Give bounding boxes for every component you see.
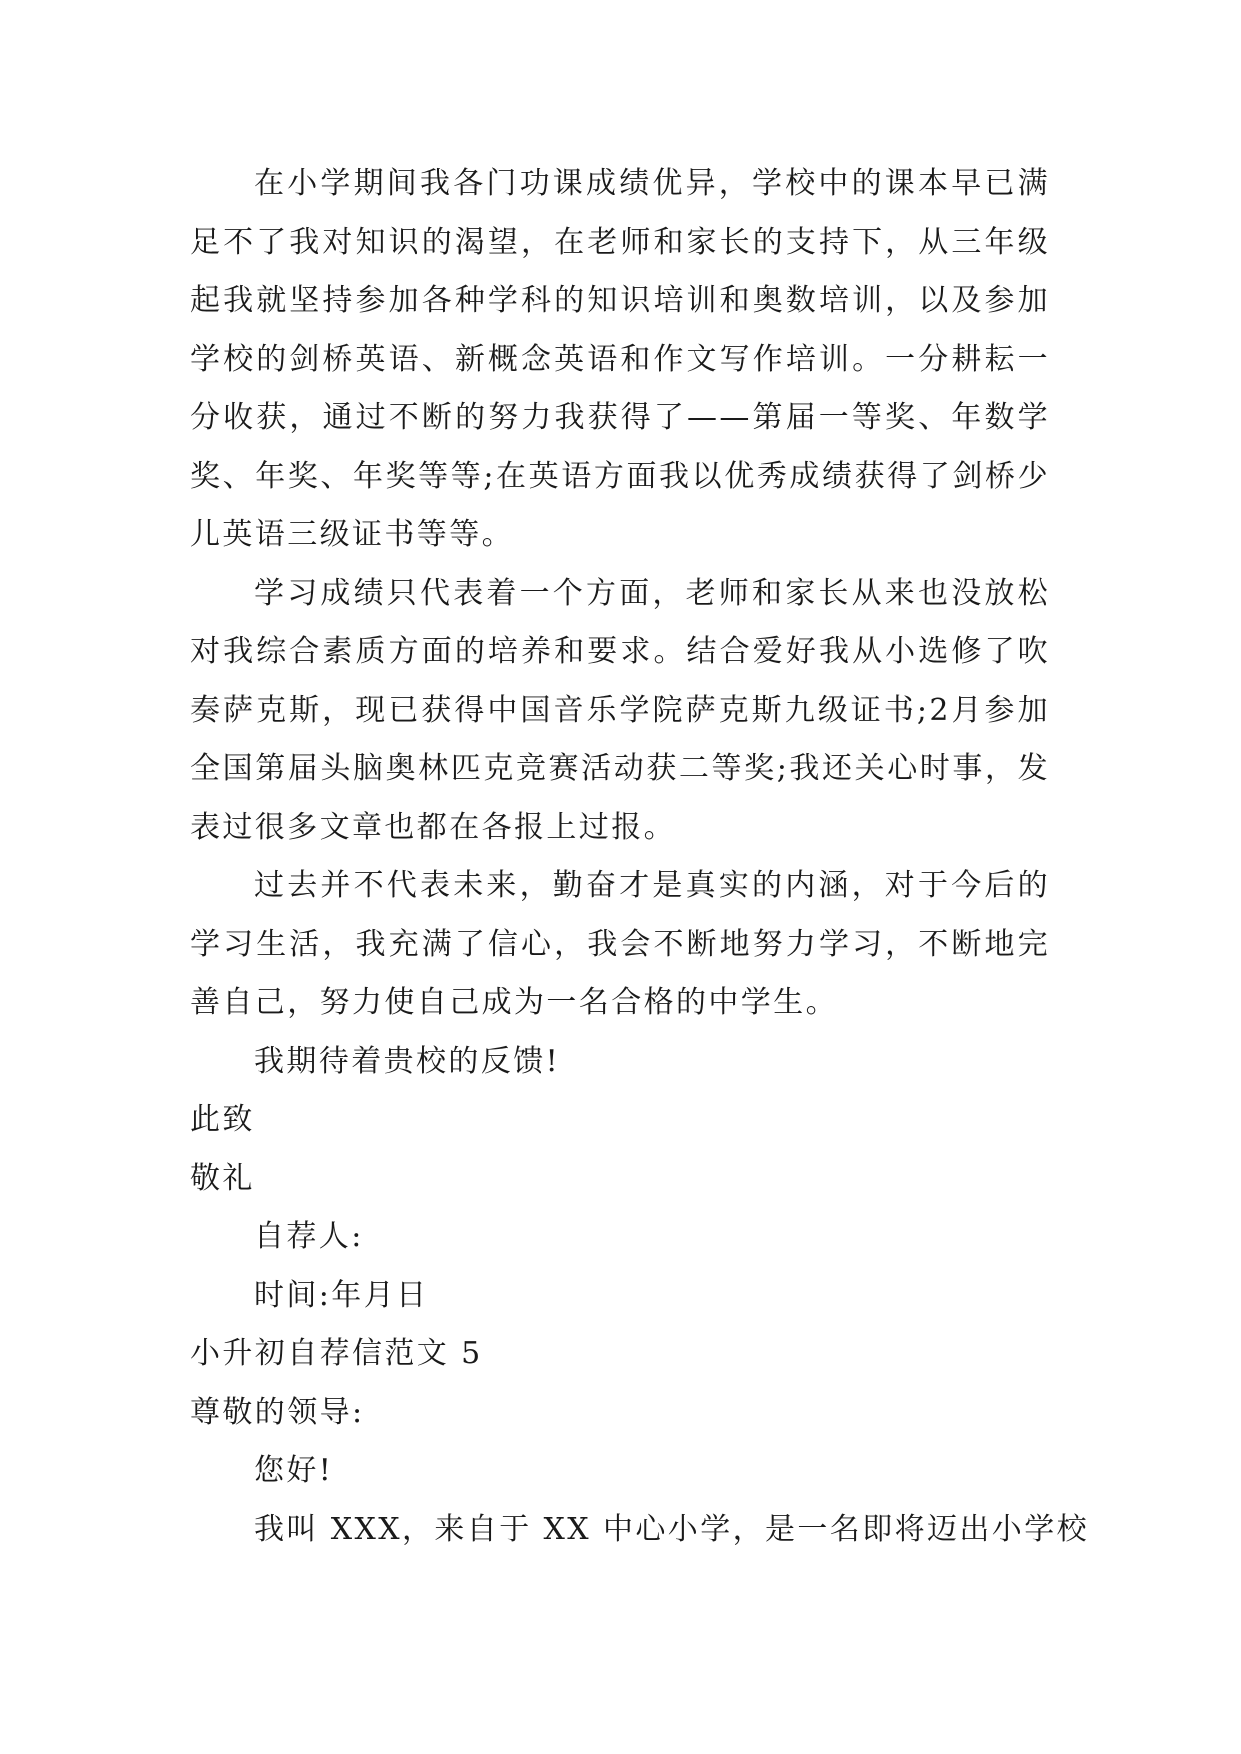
section-title: 小升初自荐信范文 5 [190, 1336, 483, 1371]
signer-line: 自荐人: [254, 1219, 364, 1254]
paragraph-qualities: 学习成绩只代表着一个方面，老师和家长从来也没放松对我综合素质方面的培养和要求。结合爱好我从小选修了吹奏萨克斯，现已获得中国音乐学院萨克斯九级证书;2月参加全国第届头脑奥林匹克竞赛活动获二等奖;我还关心时事，发表过很多文章也都在各报上过报。 [190, 575, 1050, 845]
closing-salutation: 此致 [190, 1102, 255, 1137]
letter-salutation: 尊敬的领导: [190, 1394, 365, 1430]
paragraph-future: 过去并不代表未来，勤奋才是真实的内涵，对于今后的学习生活，我充满了信心，我会不断地努力学习，不断地完善自己，努力使自己成为一名合格的中学生。 [190, 868, 1050, 1020]
letter-body [190, 155, 1089, 1559]
date-line: 时间:年月日 [254, 1277, 429, 1313]
paragraph-expectation: 我期待着贵校的反馈! [254, 1043, 561, 1079]
closing-regards: 敬礼 [190, 1160, 255, 1196]
paragraph-achievements: 在小学期间我各门功课成绩优异，学校中的课本早已满足不了我对知识的渴望，在老师和家长的支持下，从三年级起我就坚持参加各种学科的知识培训和奥数培训，以及参加学校的剑桥英语、新概念英语和作文写作培训。一分耕耘一分收获，通过不断的努力我获得了——第届一等奖、年数学奖、年奖、年奖等等;在英语方面我以优秀成绩获得了剑桥少儿英语三级证书等等。 [190, 166, 1050, 552]
letter-intro: 我叫 XXX，来自于 XX 中心小学，是一名即将迈出小学校 [254, 1511, 1089, 1547]
letter-greeting: 您好! [254, 1453, 334, 1488]
